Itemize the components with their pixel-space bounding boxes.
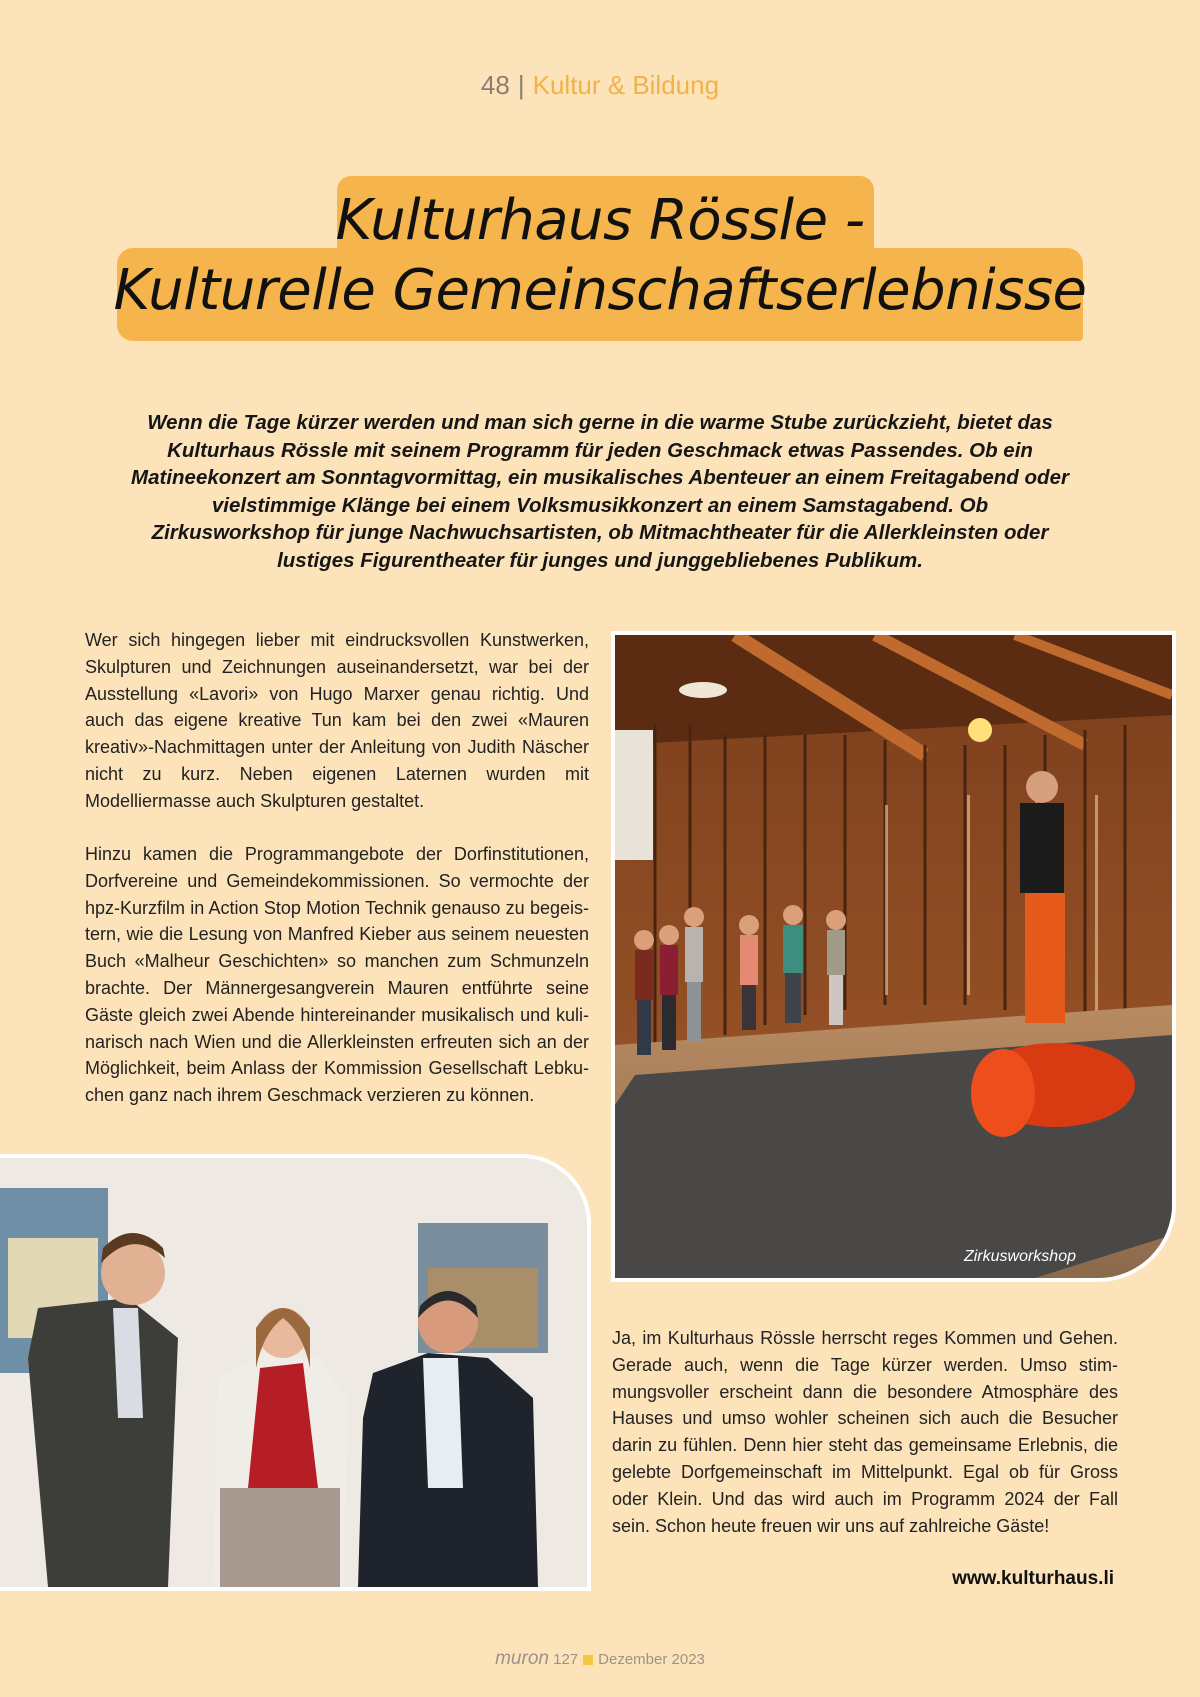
lead-paragraph: Wenn die Tage kürzer werden und man sich gerne in die warme Stube zurückzieht, bietet das Kulturhaus Rössle mit seinem Programm für jeden Geschmack etwas Passendes. Ob ein Matineekonzert am Sonntagvormittag, ein musikalisches Abenteuer an einem Freitagabend oder vielstimmige Klänge bei einem Volksmusikkonzert an einem Samstagabend. Ob Zirkusworkshop für junge Nachwuchsartisten, ob Mitmachtheater für die Allerkleinsten oder lustiges Figurentheater für junges und junggebliebenes Publikum.	[131, 411, 1069, 572]
body-paragraph-1: Wer sich hingegen lieber mit eindrucksvollen Kunstwerken, Skulpturen und Zeichnungen auseinandersetzt, war bei der Ausstellung «Lavori» von Hugo Marxer genau richtig. Und auch das eigene kreative Tun kam bei den zwei «Mauren kreativ»-Nachmittagen unter der Anleitung von Judith Näscher nicht zu kurz. Neben eigenen Laternen wurden mit Modelliermasse auch Skulpturen gestaltet.	[85, 630, 589, 811]
group-photo-illustration	[0, 1158, 587, 1587]
body-paragraph-2: Hinzu kamen die Programmangebote der Dorfinstitutionen, Dorfvereine und Gemeindekommissionen. So vermochte der hpz-Kurzfilm in Action Stop Motion Technik genauso zu begeistern, wie die Lesung von Manfred Kieber aus seinem neuesten Buch «Malheur Geschichten» so manchen zum Schmunzeln brachte. Der Männergesangverein Mauren entführte seine Gäste gleich zwei Abende hintereinander musikalisch und kulinarisch nach Wien und die Allerkleinsten erfreuten sich an der Möglichkeit, beim Anlass der Kommission Gesellschaft Lebkuchen ganz nach ihrem Geschmack verzieren zu können.	[85, 844, 589, 1106]
issue-date: Dezember 2023	[598, 1651, 705, 1668]
group-photo	[0, 1154, 591, 1591]
magazine-brand: muron	[495, 1648, 549, 1669]
photo-caption: Zirkusworkshop	[963, 1248, 1076, 1265]
barn-photo-illustration	[615, 635, 1172, 1278]
section-name: Kultur & Bildung	[532, 70, 720, 100]
body-paragraph-3: Ja, im Kulturhaus Rössle herrscht reges Kommen und Gehen. Gerade auch, wenn die Tage kürzer werden. Umso stimmungsvoller erscheint dann die besondere Atmosphäre des Hauses und umso wohler scheinen sich auch die Besucher darin zu fühlen. Denn hier steht das gemeinsame Erlebnis, die gelebte Dorfgemeinschaft im Mittelpunkt. Egal ob für Gross oder Klein. Und das wird auch im Programm 2024 der Fall sein. Schon heute freuen wir uns auf zahlreiche Gäste!	[612, 1328, 1118, 1536]
article-title-line2: Kulturelle Gemeinschaftserlebnisse	[113, 258, 1087, 323]
issue-number: 127	[553, 1651, 579, 1668]
website-link[interactable]: www.kulturhaus.li	[952, 1568, 1114, 1589]
circus-workshop-photo	[611, 631, 1176, 1282]
header-separator: |	[517, 70, 525, 100]
article-title-line1: Kulturhaus Rössle -	[335, 188, 865, 253]
page-header	[0, 70, 1200, 101]
footer-square-icon	[583, 1655, 593, 1665]
page-number: 48	[480, 70, 510, 100]
page-footer	[0, 1648, 1200, 1670]
